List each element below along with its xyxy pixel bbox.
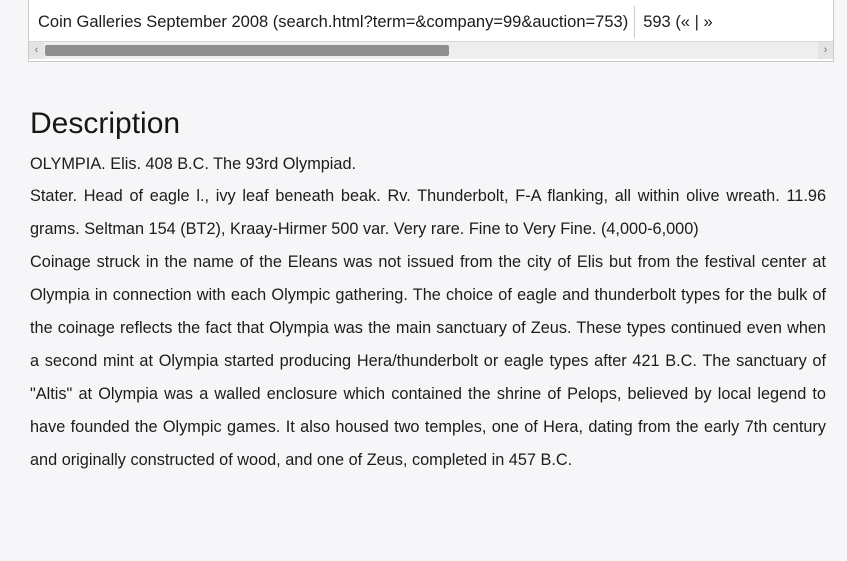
source-row	[29, 6, 835, 38]
scroll-right-arrow-icon[interactable]: ›	[818, 42, 833, 59]
horizontal-scrollbar[interactable]	[29, 41, 833, 59]
description-heading: Description	[30, 107, 181, 140]
auction-source-link[interactable]: Coin Galleries September 2008 (search.html?term=&company=99&auction=753)	[29, 6, 635, 38]
coin-history-paragraph: Coinage struck in the name of the Eleans was not issued from the city of Elis but from the festival center at Olympia in connection with each Olympic gathering. The choice of eagle and thunderbolt types for the bulk of the coinage reflects the fact that Olympia was the main sanctuary of Zeus. These types continued even when a second mint at Olympia started producing Hera/thunderbolt or eagle types after 421 B.C. The sanctuary of "Altis" at Olympia was a walled enclosure which contained the shrine of Pelops, believed by local legend to have founded the Olympic games. It also housed two temples, one of Hera, dating from the early 7th century and originally constructed of wood, and one of Zeus, completed in 457 B.C.	[30, 253, 826, 469]
coin-details-paragraph: Stater. Head of eagle l., ivy leaf beneath beak. Rv. Thunderbolt, F-A flanking, all within olive wreath. 11.96 grams. Seltman 154 (BT2), Kraay-Hirmer 500 var. Very rare. Fine to Very Fine. (4,000-6,000)	[30, 187, 826, 238]
source-frame	[28, 0, 834, 62]
lot-navigation[interactable]: 593 (« | »	[643, 13, 713, 31]
coin-title-line: OLYMPIA. Elis. 408 B.C. The 93rd Olympiad.	[30, 155, 357, 173]
scroll-left-arrow-icon[interactable]: ‹	[29, 42, 44, 59]
description-section	[30, 100, 826, 477]
scrollbar-thumb[interactable]	[45, 45, 449, 56]
